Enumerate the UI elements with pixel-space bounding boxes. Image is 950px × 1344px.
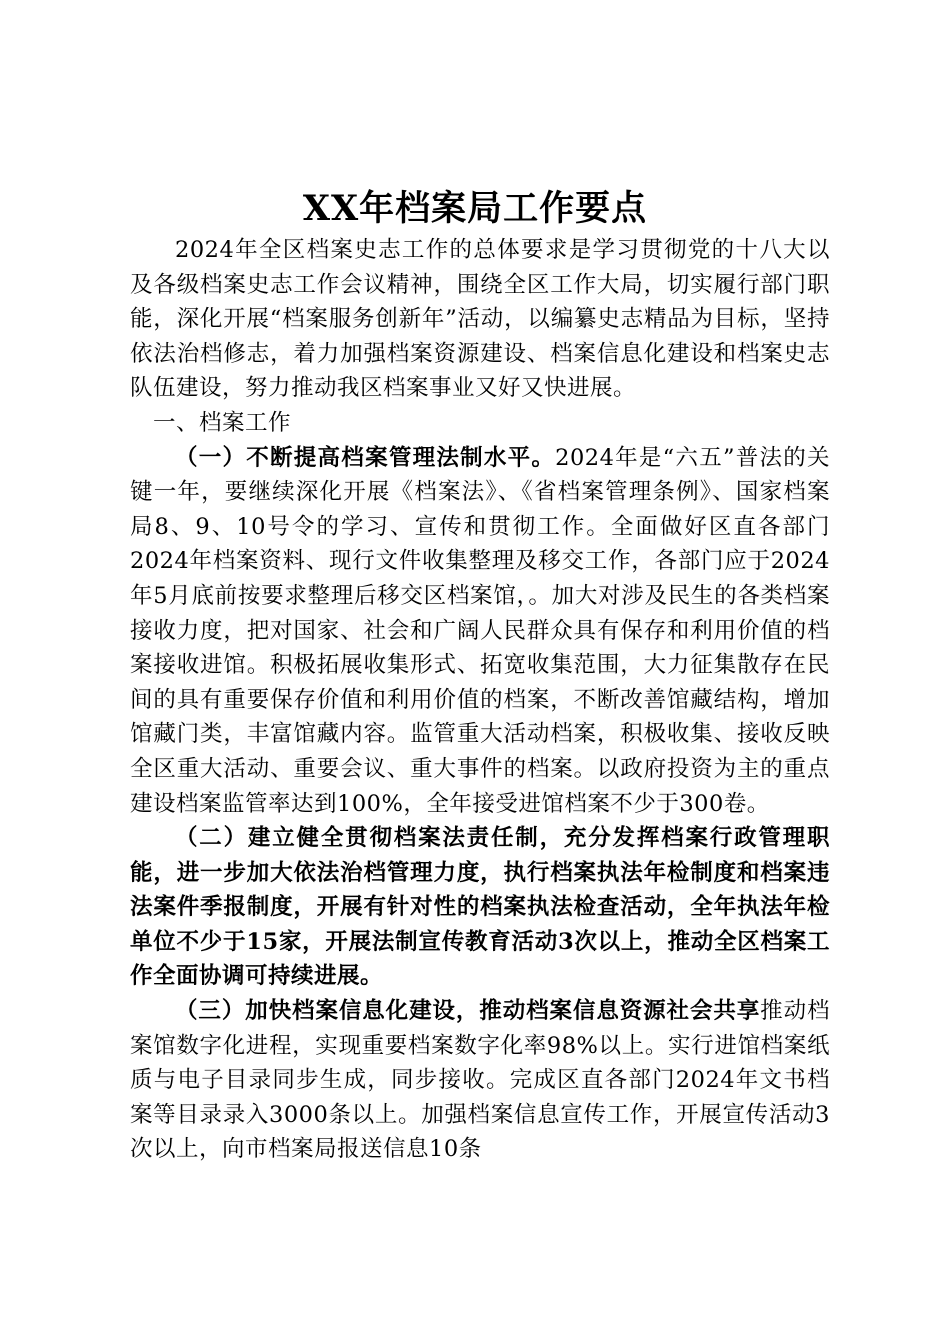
- item-3-text: 推动档案馆数字化进程，实现重要档案数字化率98%以上。实行进馆档案纸质与电子目录同步生成，同步接收。完成区直各部门2024年文书档案等目录录入3000条以上。加强档案信息宣传工作，开展宣传活动3次以上，向市档案局报送信息10条: [130, 998, 830, 1163]
- item-1-text: 2024年是“六五”普法的关键一年，要继续深化开展《档案法》、《省档案管理条例》、国家档案局8、9、10号令的学习、宣传和贯彻工作。全面做好区直各部门2024年档案资料、现行文件收集整理及移交工作，各部门应于2024年5月底前按要求整理后移交区档案馆，。加大对涉及民生的各类档案接收力度，把对国家、社会和广阔人民群众具有保存和利用价值的档案接收进馆。积极拓展收集形式、拓宽收集范围，大力征集散存在民间的具有重要保存价值和利用价值的档案，不断改善馆藏结构，增加馆藏门类，丰富馆藏内容。监管重大活动档案，积极收集、接收反映全区重大活动、重要会议、重大事件的档案。以政府投资为主的重点建设档案监管率达到100%，全年接受进馆档案不少于300卷。: [130, 444, 830, 817]
- document-title: XX年档案局工作要点: [302, 188, 648, 229]
- item-3-paragraph: [130, 994, 830, 1167]
- item-1-lead: （一）不断提高档案管理法制水平。: [175, 444, 556, 471]
- item-2-paragraph: （二）建立健全贯彻档案法责任制，充分发挥档案行政管理职能，进一步加大依法治档管理力度，执行档案执法年检制度和档案违法案件季报制度，开展有针对性的档案执法检查活动，全年执法年检单位不少于15家，开展法制宣传教育活动3次以上，推动全区档案工作全面协调可持续进展。: [130, 825, 830, 990]
- item-3-lead: （三）加快档案信息化建设，推动档案信息资源社会共享: [175, 998, 761, 1025]
- item-1-paragraph: [130, 441, 830, 822]
- document-body: [130, 233, 830, 1167]
- section-heading-archives: 一、档案工作: [153, 409, 292, 436]
- intro-paragraph: 2024年全区档案史志工作的总体要求是学习贯彻党的十八大以及各级档案史志工作会议精神，围绕全区工作大局，切实履行部门职能，深化开展“档案服务创新年”活动，以编纂史志精品为目标，坚持依法治档修志，着力加强档案资源建设、档案信息化建设和档案史志队伍建设，努力推动我区档案事业又好又快进展。: [130, 237, 830, 402]
